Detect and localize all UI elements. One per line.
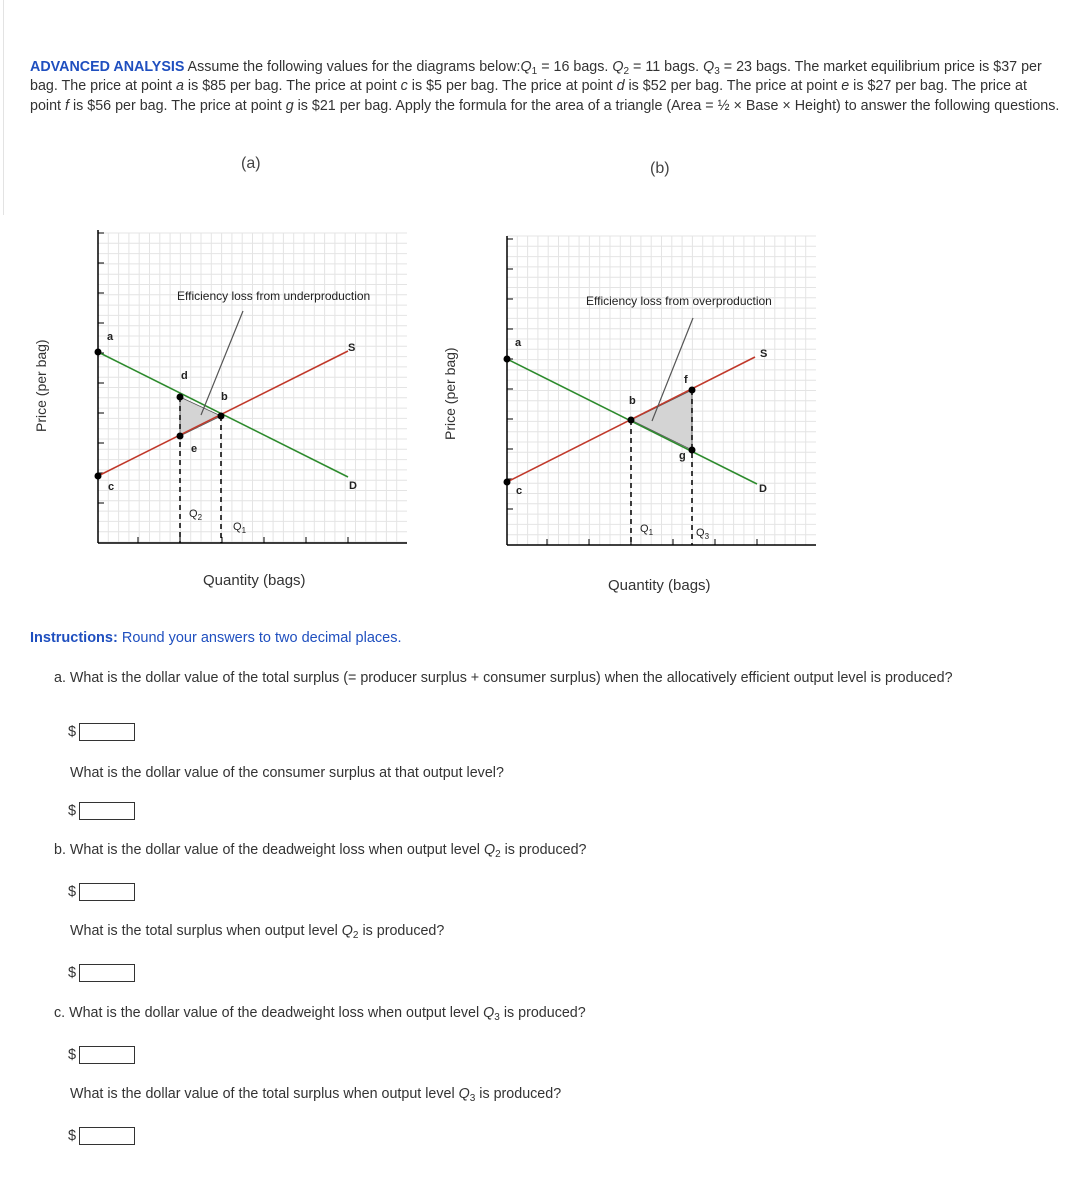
panel-a-annotation: Efficiency loss from underproduction [177,289,371,303]
panel-a-grid [98,233,407,543]
panel-b-annotation: Efficiency loss from overproduction [586,294,772,308]
currency-symbol: $ [68,1047,77,1063]
question-b2: What is the total surplus when output level $Q_2$ is produced? [70,923,445,941]
label-d: d [181,370,188,382]
panel-b-y-ticks [507,239,513,509]
total-surplus-efficient-input[interactable] [79,723,135,741]
panel-b-title: (b) [650,160,670,177]
label-c: c [108,481,115,493]
answer-b1 [68,883,135,901]
problem-intro: ADVANCED ANALYSIS Assume the following values for the diagrams $below:Q_1 = 16$ bags. $Q_2 = 11$ bags. $Q_3 = 23$ bags. The market equilibrium price is $37 per bag. The price at point a is $85 per bag. The price at point c is $5 per bag. The price at point d is $52 per bag. The price at point e is $27 per bag. The price at point f is $56 per bag. The price at point g is $21 per bag. Apply the formula for the area of a triangle (Area = ½ × Base × Height) to answer the following questions. [30,59,1060,114]
answer-b2 [68,964,135,982]
label-q1-b: $Q_1$ [640,523,654,537]
point-a-b [504,356,511,363]
point-b-b [628,417,635,424]
question-a2: What is the dollar value of the consumer surplus at that output level? [70,765,504,781]
point-a [95,349,102,356]
currency-symbol: $ [68,803,77,819]
answer-a2 [68,802,135,820]
panel-b-x-ticks [547,539,757,545]
panel-b-grid [507,236,816,545]
panel-a-title: (a) [241,155,261,172]
label-D: D [349,480,357,492]
point-e [177,433,184,440]
answer-a1 [68,723,135,741]
label-b: b [221,391,228,403]
panel-b-xlabel: Quantity (bags) [608,577,711,594]
left-border [0,0,4,215]
currency-symbol: $ [68,1128,77,1144]
instructions: Instructions: Round your answers to two decimal places. [30,630,402,646]
question-b1: b. What is the dollar value of the deadweight loss when output level $Q_2$ is produced? [54,842,587,860]
label-f: f [684,374,688,386]
currency-symbol: $ [68,965,77,981]
panel-b-chart [494,233,824,563]
consumer-surplus-input[interactable] [79,802,135,820]
panel-a-chart [85,225,415,555]
total-surplus-q3-input[interactable] [79,1127,135,1145]
total-surplus-q2-input[interactable] [79,964,135,982]
point-g [689,447,696,454]
question-a1: a. What is the dollar value of the total surplus (= producer surplus + consumer surplus) when the allocatively efficient output level is produced? [54,670,953,686]
advanced-analysis-label: ADVANCED ANALYSIS [30,59,185,75]
currency-symbol: $ [68,724,77,740]
label-q3-b: $Q_3$ [696,527,710,541]
panel-b-ylabel: Price (per bag) [442,347,458,440]
label-q1: $Q_1$ [233,521,247,535]
answer-c1 [68,1046,135,1064]
label-q2: $Q_2$ [189,508,203,522]
point-f [689,387,696,394]
answer-c2 [68,1127,135,1145]
currency-symbol: $ [68,884,77,900]
label-e: e [191,443,198,455]
panel-a-ylabel: Price (per bag) [33,339,49,432]
label-b-b: b [629,395,636,407]
question-c2: What is the dollar value of the total surplus when output level $Q_3$ is produced? [70,1086,562,1104]
question-c1: c. What is the dollar value of the deadweight loss when output level $Q_3$ is produced? [54,1005,586,1023]
point-d [177,394,184,401]
deadweight-loss-q2-input[interactable] [79,883,135,901]
panel-a-y-ticks [98,233,104,503]
point-b [218,413,225,420]
label-a: a [107,331,114,343]
deadweight-loss-q3-input[interactable] [79,1046,135,1064]
panel-a-xlabel: Quantity (bags) [203,572,306,589]
label-a-b: a [515,337,522,349]
point-c [95,473,102,480]
label-g: g [679,450,686,462]
label-c-b: c [516,485,523,497]
label-S: S [348,342,356,354]
point-c-b [504,479,511,486]
label-D-b: D [759,483,767,495]
label-S-b: S [760,348,768,360]
